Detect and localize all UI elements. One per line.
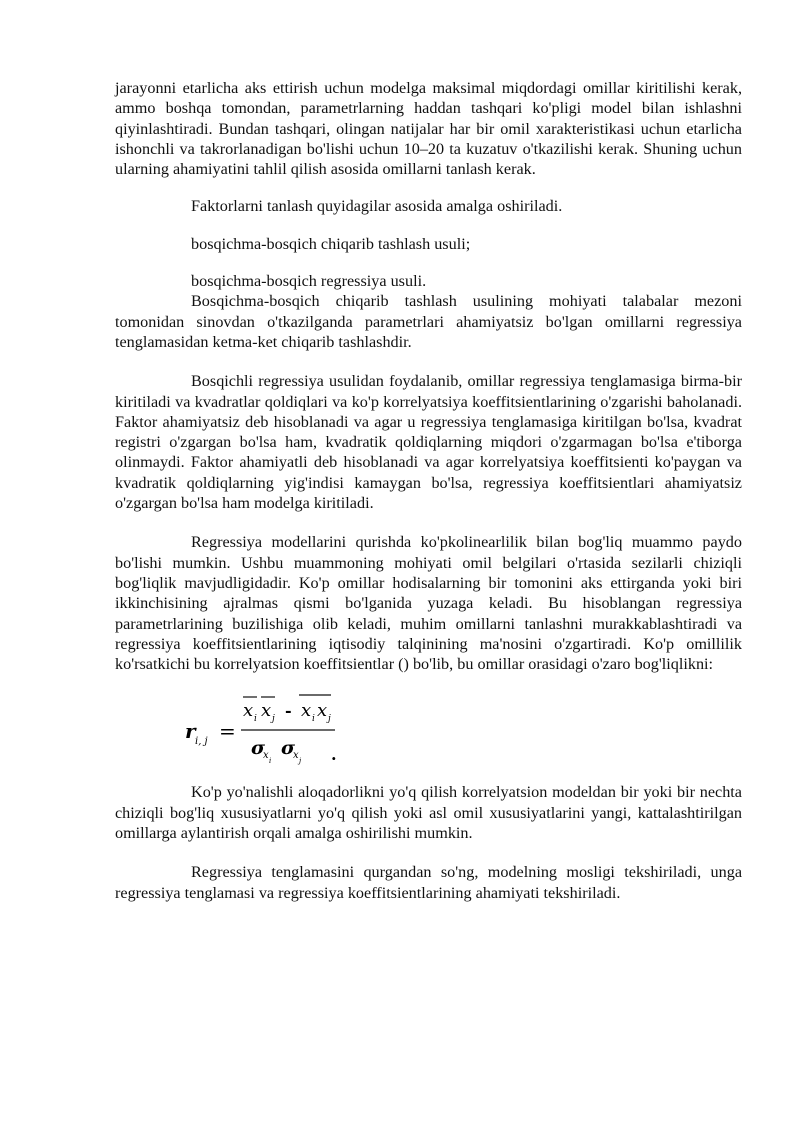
formula-lhs-sub: i, j — [195, 736, 208, 748]
num-a-sub: i — [254, 714, 257, 725]
num-b-sub: j — [272, 714, 275, 725]
correlation-formula — [115, 690, 742, 770]
formula-svg — [185, 690, 425, 770]
num-b: x — [261, 700, 272, 722]
paragraph-eliminating-collinearity: Ko'p yo'nalishli aloqadorlikni yo'q qilish korrelyatsion modeldan bir yoki bir nechta chiziqli bog'liq xususiyatlarni yo'q qilish yoki asl omil xususiyatlarini yangi, kattalashtirilgan omillarga aylantirish orqali amalga oshirilishi mumkin. — [115, 783, 742, 843]
paragraph-method-exclusion: bosqichma-bosqich chiqarib tashlash usuli; — [191, 234, 471, 253]
formula-lhs: r — [185, 719, 196, 744]
num-c: x — [301, 700, 312, 722]
paragraph-factor-selection: Faktorlarni tanlash quyidagilar asosida amalga oshiriladi. — [191, 197, 563, 216]
den-b: σ — [281, 737, 296, 760]
den-a-subsub: i — [269, 757, 272, 766]
num-d-sub: j — [328, 714, 331, 725]
paragraph-intro: jarayonni etarlicha aks ettirish uchun modelga maksimal miqdordagi omillar kiritilishi kerak, ammo boshqa tomondan, parametrlarning haddan tashqari ko'pligi model bilan ishlashni qiyinlashtiradi. Bundan tashqari, olingan natijalar har bir omil xarakteristikasi uchun etarlicha ishonchli va takrorlanadigan bo'lishi uchun 10–20 ta kuzatuv o'tkazilishi kerak. Shuning uchun ularning ahamiyatini tahlil qilish asosida omillarni tanlash kerak. — [115, 79, 742, 179]
paragraph-model-check: Regressiya tenglamasini qurgandan so'ng, modelning mosligi tekshiriladi, unga regressiya tenglamasi va regressiya koeffitsientlarining ahamiyati tekshiriladi. — [115, 863, 742, 902]
paragraph-exclusion-essence: Bosqichma-bosqich chiqarib tashlash usulining mohiyati talabalar mezoni tomonidan sinovdan o'tkazilganda parametrlari ahamiyatsiz bo'lgan omillarni regressiya tenglamasidan ketma-ket chiqarib tashlashdir. — [115, 292, 742, 351]
num-d: x — [317, 700, 328, 722]
num-minus: - — [285, 701, 292, 721]
document-page — [115, 78, 742, 903]
num-c-sub: i — [312, 714, 315, 725]
paragraph-multicollinearity: Regressiya modellarini qurishda ko'pkolinearlilik bilan bog'liq muammo paydo bo'lishi mumkin. Ushbu muammoning mohiyati omil belgilari o'rtasida sezilarli chiziqli bog'liqlik mavjudligidadir. Ko'p omillar hodisalarning bir tomonini aks ettirganda yoki biri ikkinchisining ajralmas qismi bo'lganida yuzaga keladi. Bu hisoblangan regressiya parametrlarining buzilishiga olib keladi, muhim omillarni tanlashni murakkablashtiradi va regressiya koeffitsientlarining iqtisodiy talqinining ma'nosini o'zgartiradi. Ko'p omillilik ko'rsatkichi bu korrelyatsion koeffitsientlar () bo'lib, bu omillar orasidagi o'zaro bog'liqlikni: — [115, 533, 742, 674]
num-a: x — [243, 700, 254, 722]
den-a-sub: x — [263, 750, 269, 762]
formula-equals: = — [219, 719, 236, 744]
den-a: σ — [251, 737, 266, 760]
formula-end-dot: . — [331, 745, 337, 765]
den-b-sub: x — [293, 750, 299, 762]
den-b-subsub: j — [299, 757, 302, 766]
paragraph-stepwise-regression: Bosqichli regressiya usulidan foydalanib, omillar regressiya tenglamasiga birma-bir kiritiladi va kvadratlar qoldiqlari va ko'p korrelyatsiya koeffitsientlarining o'zgarishi baholanadi. Faktor ahamiyatsiz deb hisoblanadi va agar u regressiya tenglamasiga kiritilgan bo'lsa, kvadrat registri o'zgargan bo'lsa ham, kvadratik qoldiqlarning miqdori o'zgarmagan bo'lsa e'tiborga olinmaydi. Faktor ahamiyatli deb hisoblanadi va agar korrelyatsiya koeffitsienti ko'paygan va kvadratik qoldiqlarning yig'indisi kamaygan bo'lsa, regressiya koeffitsientlari ahamiyatsiz o'zgargan bo'lsa ham modelga kiritiladi. — [115, 372, 742, 513]
paragraph-method-regression: bosqichma-bosqich regressiya usuli. — [191, 272, 427, 291]
